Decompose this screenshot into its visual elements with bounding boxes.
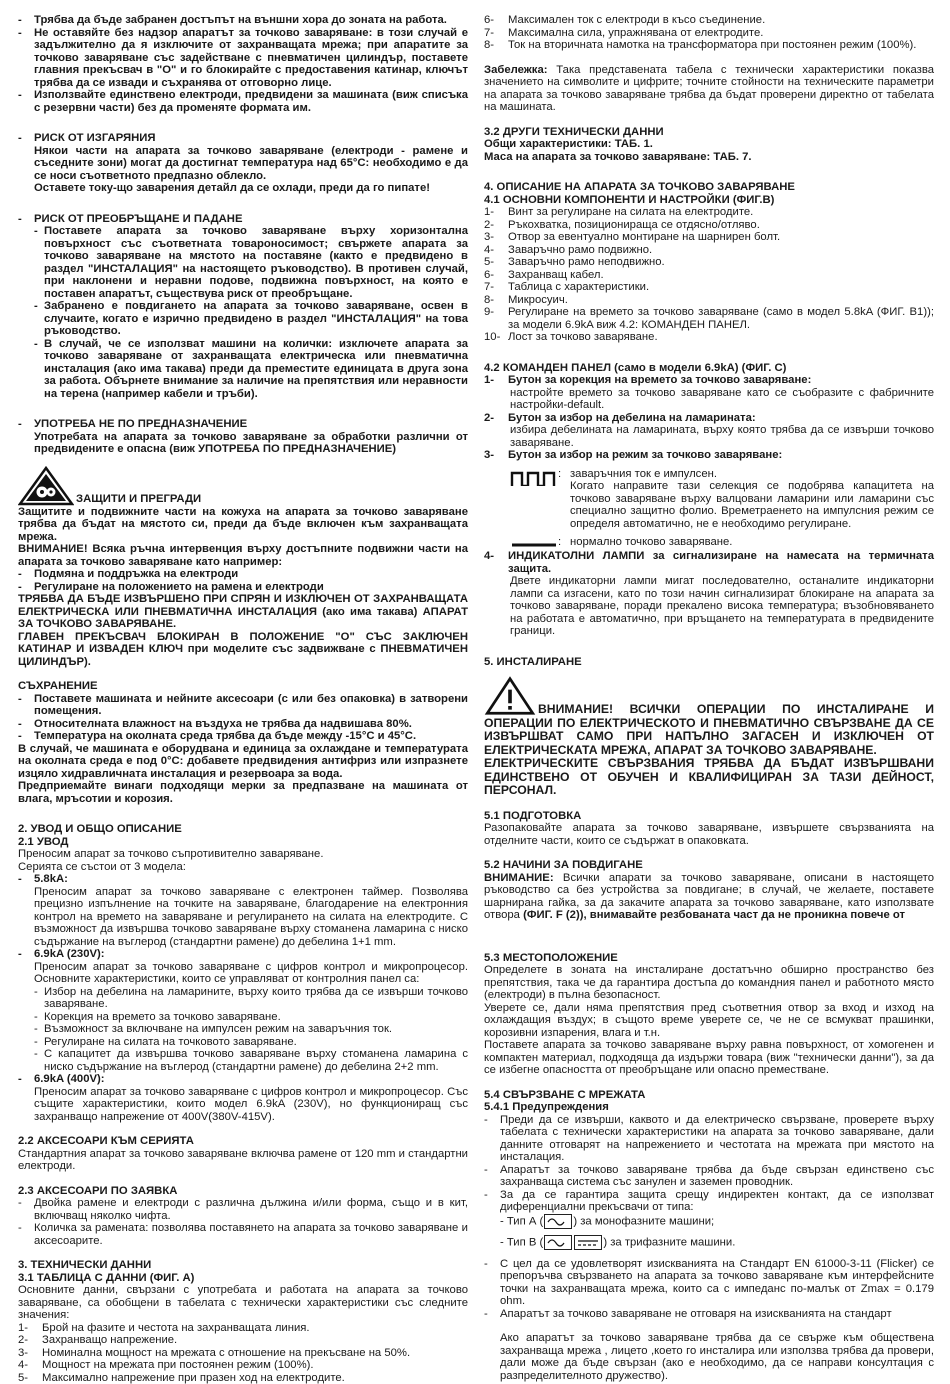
pulse-mode-text: заваръчния ток е импулсен. [570, 468, 934, 481]
section-5-3-text-2: Уверете се, дали няма препятствия пред съответния отвор за вход и изход на охлаждащия въздух; в същото време уверете се, че не се всмукват прашинки, корозивни изпарения, влага и т.н. [484, 1002, 934, 1040]
model-2-heading: - 6.9kA (230V): [18, 948, 468, 961]
list-item: - За да се гарантира защита срещу индиректен контакт, да се използват диференциални прекъсвачи от типа: [484, 1189, 934, 1214]
section-3-2-line-1: Общи характеристики: ТАБ. 1. [484, 138, 934, 151]
list-item: - Не оставяйте без надзор апаратът за точково заваряване: в този случай е задължително да я изключите от захранващата мрежа; при апаратите за точково заваряване със задействане с пневматичен цилиндър, поставете главния прекъсвач в "О" и го блокирайте с предоставения катинар, ключът трябва да се извади и съхранява от отговорно лице. [18, 27, 468, 90]
list-item: - Възможност за включване на импулсен режим на заваръчния ток. [34, 1023, 468, 1036]
list-item: 7- Таблица с характеристики. [484, 281, 934, 294]
list-item: - Забранено е повдигането на апарата за точково заваряване, освен в случаите, когато е изрично предвидено в раздел "ИНСТАЛАЦИЯ" на това ръководство. [34, 300, 468, 338]
guards-main-switch-text: ГЛАВЕН ПРЕКЪСВАЧ БЛОКИРАН В ПОЛОЖЕНИЕ "О" СЪС ЗАКЛЮЧЕН КАТИНАР И ИЗВАДЕН КЛЮЧ при моделите със задвижване с ПНЕВМАТИЧЕН ЦИЛИНДЪР). [18, 631, 468, 669]
list-item: 7- Максимална сила, упражнявана от електродите. [484, 27, 934, 40]
pulse-mode-row: : заваръчния ток е импулсен. Когато направите тази селекция се подобрява капацитета на точково заваряване върху валцовани ламарини или ламарини със специално защитно фолио. Времетраенето на импулсния режим се определя автоматично, не е необходимо регулиране. [484, 468, 934, 531]
indicator-lamps-text: Двете индикаторни лампи мигат последователно, останалите индикаторни лампи са изгасени, като по този начин сигнализират блокиране на апарата за точково заваряване, поради прекалено висока температура; възобновяването на работата е автоматично, при връщането на температурата в предвидените граници. [484, 575, 934, 638]
storage-text: В случай, че машината е оборудвана и единица за охлаждане и температурата на околната среда е под 0°С: добавете предвидения антифриз или изпразнете изцяло хидравличната инсталация и резервоара за вода. [18, 743, 468, 781]
list-item: - Относителната влажност на въздуха не трябва да надвишава 80%. [18, 718, 468, 731]
list-item: - Корекция на времето за точково заваряване. [34, 1011, 468, 1024]
section-5-4-1-heading: 5.4.1 Предупреждения [484, 1101, 934, 1114]
guards-warning: ВНИМАНИЕ! Всяка ръчна интервенция върху достъпните подвижни части на апарата за точково заваряване като например: [18, 543, 468, 568]
section-5-3-text: Определете в зоната на инсталиране достатъчно обширно пространство без препятствия, така че да гарантира достъпа до командния панел и работното място (електроди) в пълна безопасност. [484, 964, 934, 1002]
list-item: - С капацитет да извършва точково заваряване върху стоманена ламарина с ниско съдържание на въглерод (стандартни рамене) до дебелина 2+2 mm. [34, 1048, 468, 1073]
list-item: 1- Винт за регулиране на силата на електродите. [484, 206, 934, 219]
list-item: 6- Захранващ кабел. [484, 269, 934, 282]
list-item: 2- Захранващо напрежение. [18, 1334, 468, 1347]
list-item: - Използвайте единствено електроди, предвидени за машината (виж списъка с резервни части) без да променяте формата им. [18, 89, 468, 114]
control-button-2-text: избира дебелината на ламарината, върху която трябва да се извърши точково заваряване. [484, 424, 934, 449]
list-item: 6- Максимален ток с електроди в късо съединение. [484, 14, 934, 27]
dc-lines-icon [574, 1235, 602, 1250]
list-item: 1- Брой на фазите и честота на захранващата линия. [18, 1322, 468, 1335]
burn-risk-text-2: Оставете току-що заварения детайл да се охлади, преди да го пипате! [18, 182, 468, 195]
list-item: - Преди да се извърши, каквото и да електрическо свързване, проверете върху табелата с технически характеристики на апарата за точково заваряване, дали данните отговарят на напрежението и честотата на мрежата при мястото на инсталация. [484, 1114, 934, 1164]
burn-risk-text: Някои части на апарата за точково заваряване (електроди - рамене и съседните зони) могат да достигнат температура над 65°С: необходимо е да се носи съответното предпазно облекло. [18, 145, 468, 183]
control-button-3: 3- Бутон за избор на режим за точково заваряване: [484, 449, 934, 462]
list-item: - Поставете машината и нейните аксесоари (с или без опаковка) в затворени помещения. [18, 693, 468, 718]
normal-mode-text: нормално точково заваряване. [570, 536, 934, 550]
moving-parts-warning-icon [18, 466, 74, 506]
section-2-1-text-2: Серията се състои от 3 модела: [18, 861, 468, 874]
section-3-2-heading: 3.2 ДРУГИ ТЕХНИЧЕСКИ ДАННИ [484, 126, 934, 139]
section-3-heading: 3. ТЕХНИЧЕСКИ ДАННИ [18, 1259, 468, 1272]
installation-warning: ВНИМАНИЕ! ВСИЧКИ ОПЕРАЦИИ ПО ИНСТАЛИРАНЕ И ОПЕРАЦИИ ПО ЕЛЕКТРИЧЕСКОТО И ПНЕВМАТИЧНО СВЪРЗВАНЕ ДА СЕ ИЗВЪРШВАТ САМО ПРИ НАПЪЛНО ЗАГАСЕН И ИЗКЛЮЧЕН ОТ ЕЛЕКТРИЧЕСКАТА МРЕЖА, АПАРАТ ЗА ТОЧКОВО ЗАВАРЯВАНЕ. [484, 676, 934, 757]
section-5-1-text: Разопаковайте апарата за точково заваряване, извършете свързванията на отделните части, които се съдържат в опаковката. [484, 822, 934, 847]
guards-heading: ЗАЩИТИ И ПРЕГРАДИ [74, 493, 201, 506]
storage-heading: СЪХРАНЕНИЕ [18, 680, 468, 693]
list-item: 4- Мощност на мрежата при постоянен режим (100%). [18, 1359, 468, 1372]
list-item: - Трябва да бъде забранен достъпът на външни хора до зоната на работа. [18, 14, 468, 27]
list-item: 9- Регулиране на времето за точково заваряване (само в модел 5.8kA (ФИГ. В1)); за модели 6.9kA виж 4.2: КОМАНДЕН ПАНЕЛ. [484, 306, 934, 331]
warning-triangle-icon [484, 676, 536, 716]
ac-wave-icon [544, 1235, 572, 1250]
list-item: - Регулиране на силата на точковото заваряване. [34, 1036, 468, 1049]
section-5-3-text-3: Поставете апарата за точково заваряване върху равна повърхност, от хомогенен и компактен материал, подходяща да издържи товара (виж "технически данни"), за да се избегне опасността от преобръщане или опасно преместване. [484, 1039, 934, 1077]
list-item: - Избор на дебелина на ламарините, върху които трябва да се извърши точково заваряване. [34, 986, 468, 1011]
section-4-heading: 4. ОПИСАНИЕ НА АПАРАТА ЗА ТОЧКОВО ЗАВАРЯВАНЕ [484, 181, 934, 194]
list-item: - Температура на околната среда трябва да бъде между -15°С и 45°С. [18, 730, 468, 743]
list-item: 3- Номинална мощност на мрежата с отношение на прекъсване на 50%. [18, 1347, 468, 1360]
list-item: 10- Лост за точково заваряване. [484, 331, 934, 344]
guards-heading-row [18, 466, 468, 506]
storage-text-2: Предприемайте винаги подходящи мерки за предпазване на машината от влага, мръсотии и корозия. [18, 780, 468, 805]
list-item: - В случай, че се използват машини на колички: изключете апарата за точково заваряване от захранващата електрическа или пневматична инсталация (ако има такава) преди да преместите единицата в друга зона за работа. Обърнете внимание за наличие на препятствия или неравности на терена (например кабели и тръби). [34, 338, 468, 401]
list-item: - С цел да се удовлетворят изискванията на Стандарт EN 61000-3-11 (Flicker) се препоръчва свързването на апарата за точково заваряване към интерфейсните точки на захранващата мрежа, които са с импеданс по-малък от Zmax = 0.179 ohm. [484, 1258, 934, 1308]
section-3-1-heading: 3.1 ТАБЛИЦА С ДАННИ (ФИГ. А) [18, 1272, 468, 1285]
note: Забележка: Така представената табела с технически характеристики показва значението на символите и цифрите; точните стойности на техническите параметри на апарата за точково заваряване трябва да бъдат проверени директно от табелата на машината. [484, 64, 934, 114]
list-item: - Количка за рамената: позволява поставянето на апарата за точково заваряване и аксесоарите. [18, 1222, 468, 1247]
list-item: - Двойка рамене и електроди с различна дължина и/или форма, също и в кит, включващ няколко чифта. [18, 1197, 468, 1222]
model-2-text: Преносим апарат за точково заваряване с цифров контрол и микропроцесор. Основните характеристики, които се управляват от контролния панел са: [18, 961, 468, 986]
model-1-heading: - 5.8kA: [18, 873, 468, 886]
section-5-heading: 5. ИНСТАЛИРАНЕ [484, 656, 934, 669]
misuse-heading: - УПОТРЕБА НЕ ПО ПРЕДНАЗНАЧЕНИЕ [18, 418, 468, 431]
list-item: 5- Максимално напрежение при празен ход на електродите. [18, 1372, 468, 1384]
section-2-1-heading: 2.1 УВОД [18, 836, 468, 849]
guards-text: Защитите и подвижните части на кожуха на апарата за точково заваряване трябва да бъдат на мястото си, преди да бъде включен към захранващата мрежа. [18, 506, 468, 544]
list-item: 3- Отвор за евентуално монтиране на шарнирен болт. [484, 231, 934, 244]
control-button-2: 2- Бутон за избор на дебелина на ламарината: [484, 412, 934, 425]
section-2-2-heading: 2.2 АКСЕСОАРИ КЪМ СЕРИЯТА [18, 1135, 468, 1148]
list-item: 5- Заваръчно рамо неподвижно. [484, 256, 934, 269]
misuse-text: Употребата на апарата за точково заваряване за обработки различни от предвидените е опасна (виж УПОТРЕБА ПО ПРЕДНАЗНАЧЕНИЕ) [18, 431, 468, 456]
section-2-3-heading: 2.3 АКСЕСОАРИ ПО ЗАЯВКА [18, 1185, 468, 1198]
right-column [484, 14, 934, 1382]
tip-risk-heading: - РИСК ОТ ПРЕОБРЪЩАНЕ И ПАДАНЕ [18, 213, 468, 226]
section-5-2-heading: 5.2 НАЧИНИ ЗА ПОВДИГАНЕ [484, 859, 934, 872]
indicator-lamps-heading: 4- ИНДИКАТОЛНИ ЛАМПИ за сигнализиране на намесата на термичната защита. [484, 550, 934, 575]
list-item: - Регулиране на положението на рамена и електроди [18, 581, 468, 594]
list-item: 4- Заваръчно рамо подвижно. [484, 244, 934, 257]
section-5-1-heading: 5.1 ПОДГОТОВКА [484, 810, 934, 823]
installation-warning-2: ЕЛЕКТРИЧЕСКИТЕ СВЪРЗВАНИЯ ТРЯБВА ДА БЪДАТ ИЗВЪРШВАНИ ЕДИНСТВЕНО ОТ ОБУЧЕН И КВАЛИФИЦИРАН ЗА ТАЗИ ДЕЙНОСТ, ПЕРСОНАЛ. [484, 757, 934, 798]
model-3-text: Преносим апарат за точково заваряване с цифров контрол и микропроцесор. Със същите характеристики, които модел 6.9kA (230V), но функциониращ със захранващо напрежение от 400V(380V-415V). [18, 1086, 468, 1124]
section-4-2-heading: 4.2 КОМАНДЕН ПАНЕЛ (само в модели 6.9kA) (ФИГ. С) [484, 362, 934, 375]
model-3-heading: - 6.9kA (400V): [18, 1073, 468, 1086]
section-4-1-heading: 4.1 ОСНОВНИ КОМПОНЕНТИ И НАСТРОЙКИ (ФИГ.В) [484, 194, 934, 207]
public-network-text: Ако апаратът за точково заваряване трябва да се свърже към обществена захранваща мрежа , лицето ,което го инсталира или използва трябва да провери, дали може да бъде свързан (ако е необходимо, да се направи консултация с разпределителното дружество). [484, 1332, 934, 1382]
section-5-4-heading: 5.4 СВЪРЗВАНЕ С МРЕЖАТА [484, 1089, 934, 1102]
section-2-2-text: Стандартния апарат за точково заваряване включва рамене от 120 mm и стандартни електроди. [18, 1148, 468, 1173]
list-item: - Поставете апарата за точково заваряване върху хоризонтална повърхност със съответната товароносимост; свържете апарата за точково заваряване на мястото на поставяне (както е предвидено в раздел "ИНСТАЛАЦИЯ" на настоящето ръководство). В противен случай, при наклонени и неравни подове, подвижна повърхност, на която е поставен апаратът, съществува риск от преобръщане. [34, 225, 468, 300]
list-item: - Апаратът за точково заваряване трябва да бъде свързан единствено със захранваща система със занулен и заземен проводник. [484, 1164, 934, 1189]
control-button-1: 1- Бутон за корекция на времето за точково заваряване: [484, 374, 934, 387]
list-item: - Подмяна и поддръжка на електроди [18, 568, 468, 581]
pulse-mode-text-2: Когато направите тази селекция се подобрява капацитета на точково заваряване върху валцовани ламарини или ламарини със специално защитно фолио. Времетраенето на импулсния режим се определя автоматично, не е необходимо регулиране. [570, 480, 934, 530]
left-column [18, 14, 468, 1384]
intro-list [18, 14, 468, 114]
list-item: 8- Ток на вторичната намотка на трансформатора при постоянен режим (100%). [484, 39, 934, 52]
model-1-text: Преносим апарат за точково заваряване с електронен таймер. Позволява прецизно изпълнение на точките на заваряване, благодарение на електронния контрол на времето на заваряване и регулирането на силата на електродите. С възможност да извършва точково заваряване върху стоманена ламарина с ниско съдържание на въглерод (стандартни рамене) до дебелина 1+1 mm. [18, 886, 468, 949]
list-item: 2- Ръкохватка, позиционираща се отдясно/отляво. [484, 219, 934, 232]
pulse-wave-icon [510, 468, 558, 486]
type-b-line: - Тип В ( ) за трифазните машини. [484, 1235, 934, 1250]
section-2-heading: 2. УВОД И ОБЩО ОПИСАНИЕ [18, 823, 468, 836]
burn-risk-heading: - РИСК ОТ ИЗГАРЯНИЯ [18, 132, 468, 145]
list-item: - Апаратът за точково заваряване не отговаря на изискванията на стандарт [484, 1308, 934, 1321]
type-a-line: - Тип А ( ) за монофазните машини; [484, 1214, 934, 1229]
section-3-1-text: Основните данни, свързани с употребата и работата на апарата за точково заваряване, са обобщени в табелата с технически характеристики със следните значения: [18, 1284, 468, 1322]
control-button-1-text: настройте времето за точково заваряване като се съобразите с фабричните настройки-default. [484, 387, 934, 412]
ac-wave-icon [544, 1214, 572, 1229]
section-5-3-heading: 5.3 МЕСТОПОЛОЖЕНИЕ [484, 952, 934, 965]
normal-mode-row: : нормално точково заваряване. [484, 536, 934, 550]
section-2-1-text: Преносим апарат за точково съпротивително заваряване. [18, 848, 468, 861]
guards-must-text: ТРЯБВА ДА БЪДЕ ИЗВЪРШЕНО ПРИ СПРЯН И ИЗКЛЮЧЕН ОТ ЗАХРАНВАЩАТА ЕЛЕКТРИЧЕСКА ИЛИ ПНЕВМАТИЧНА ИНСТАЛАЦИЯ (ако има такава) АПАРАТ ЗА ТОЧКОВО ЗАВАРЯВАНЕ. [18, 593, 468, 631]
list-item: 8- Микросуич. [484, 294, 934, 307]
continuous-line-icon [510, 536, 558, 550]
section-5-2-text: ВНИМАНИЕ: Всички апарати за точково заваряване, описани в настоящето ръководство са без устройства за повдигане; в случай, че желаете, поставете шарнирана гайка, за да закачите апарата за точково заваряване, като използвате отвора (ФИГ. F (2)), внимавайте резбованата част да не проникна повече от [484, 872, 934, 922]
section-3-2-line-2: Маса на апарата за точково заваряване: ТАБ. 7. [484, 151, 934, 164]
